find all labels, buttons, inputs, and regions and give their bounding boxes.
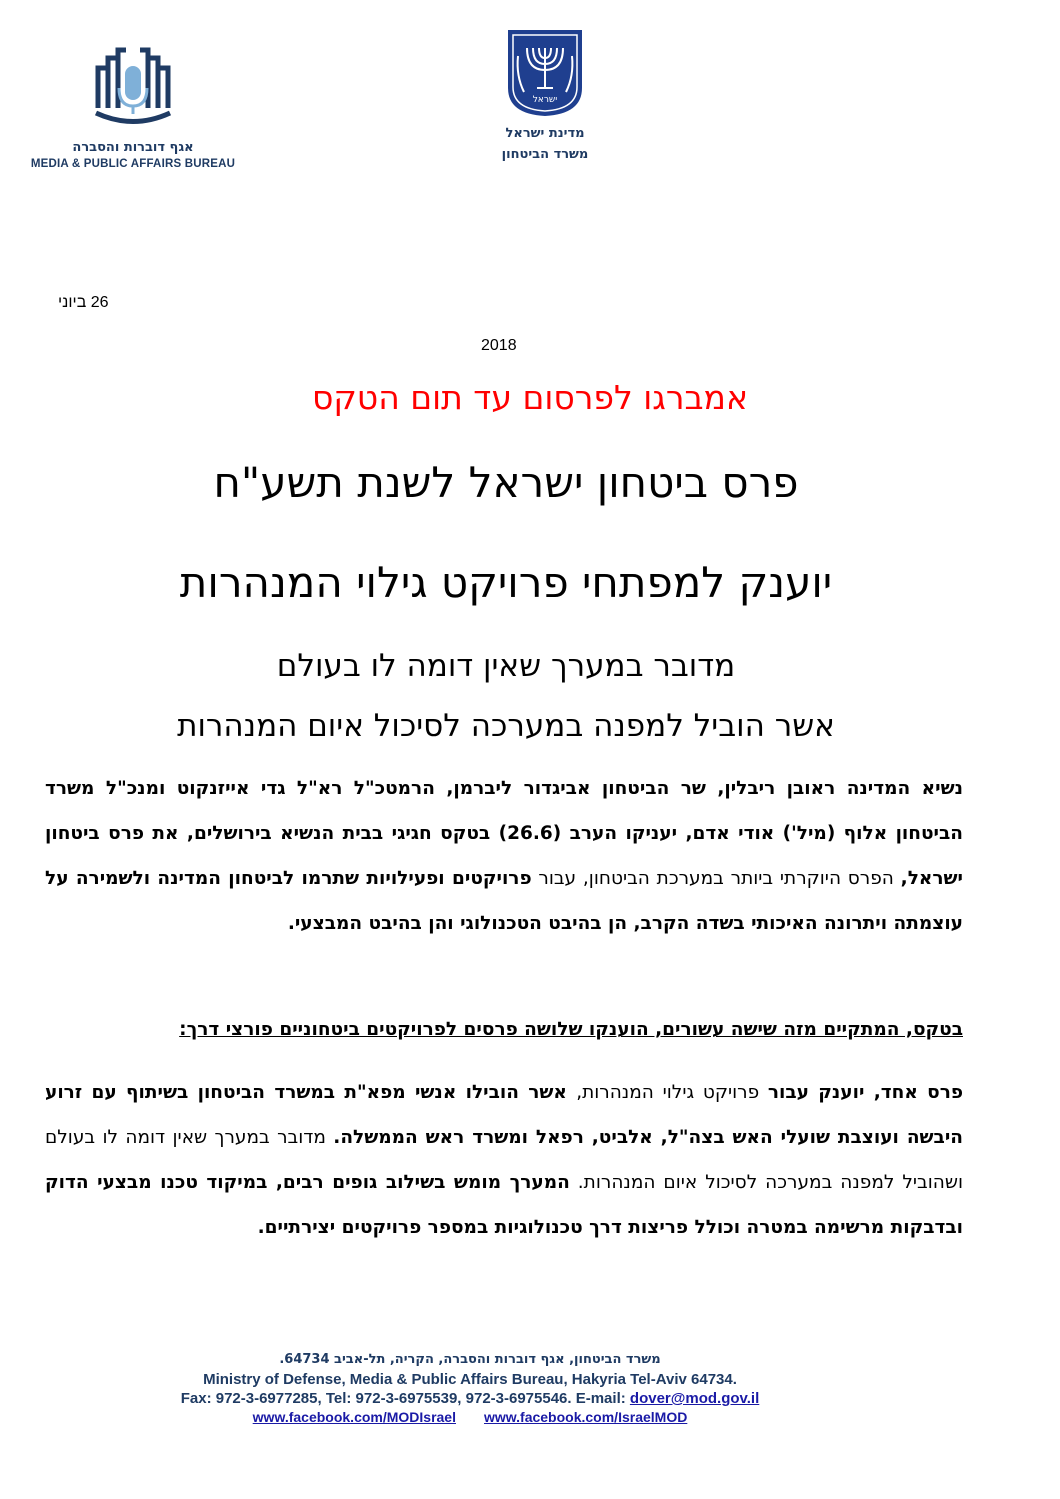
p3-bold-lead: פרס אחד, יוענק עבור: [767, 1082, 964, 1103]
ministry-name: משרד הביטחון: [501, 147, 589, 162]
p3-bold-tail: המערך מומש בשילוב גופים רבים, במיקוד טכנו מבצעי הדוק ובדבקות מרשימה במטרה וכולל פריצות דרך טכנולוגיות במספר פרויקטים יצירתיים.: [45, 1172, 963, 1238]
footer-address-english: Ministry of Defense, Media & Public Affairs Bureau, Hakyria Tel-Aviv 64734.: [203, 1371, 737, 1388]
p1-text: הפרס היוקרתי ביותר במערכת הביטחון, עבור: [531, 868, 901, 889]
footer-contact: [0, 1390, 940, 1407]
embargo-notice: אמברגו לפרסום עד תום הטקס: [311, 378, 749, 417]
state-name: מדינת ישראל: [505, 126, 585, 141]
emblem-caption: ישראל: [532, 95, 558, 105]
p3-bold-middle: אשר הובילו אנשי מפא"ת במשרד הביטחון בשיתוף עם זרוע היבשה ועוצבת שועלי האש בצה"ל, אלביט, רפאל ומשרד ראש הממשלה.: [45, 1082, 963, 1148]
facebook-link-israelmod[interactable]: www.facebook.com/IsraelMOD: [484, 1409, 688, 1425]
body-paragraph-1: [45, 766, 963, 946]
menorah-emblem-icon: [504, 26, 586, 118]
microphone-emblem-icon: [88, 38, 178, 128]
footer: [0, 1352, 940, 1425]
subheadline-line-1: מדובר במערך שאין דומה לו בעולם: [276, 648, 736, 684]
email-link[interactable]: dover@mod.gov.il: [629, 1390, 760, 1407]
release-date-day: 26 ביוני: [58, 294, 109, 311]
body-paragraph-2: בטקס, המתקיים מזה שישה עשורים, הוענקו שלושה פרסים לפרויקטים ביטחוניים פורצי דרך:: [179, 1019, 963, 1040]
body-paragraph-3: [45, 1070, 963, 1250]
headline-line-1: פרס ביטחון ישראל לשנת תשע"ח: [213, 458, 799, 507]
release-date-year: 2018: [481, 337, 517, 354]
footer-social-links: [0, 1409, 940, 1425]
bureau-name-hebrew: אגף דוברות והסברה: [72, 140, 194, 155]
footer-address-hebrew: משרד הביטחון, אגף דוברות והסברה, הקריה, תל-אביב 64734.: [279, 1352, 661, 1367]
bureau-name-english: MEDIA & PUBLIC AFFAIRS BUREAU: [30, 158, 236, 170]
p1-bold-lead: נשיא המדינה ראובן ריבלין, שר הביטחון אביגדור ליברמן, הרמטכ"ל רא"ל גדי אייזנקוט ומנכ"ל משרד הביטחון אלוף (מיל') אודי אדם, יעניקו הערב (26.6) בטקס חגיגי בבית הנשיא בירושלים, את פרס ביטחון ישראל,: [45, 778, 963, 889]
footer-contact-numbers: Fax: 972-3-6977285, Tel: 972-3-6975539, 972-3-6975546. E-mail:: [180, 1390, 630, 1407]
p1-bold-tail: פרויקטים ופעילויות שתרמו לביטחון המדינה ולשמירה על עוצמתה ויתרונה האיכותי בשדה הקרב, הן בהיבט הטכנולוגי והן בהיבט המבצעי.: [45, 868, 963, 934]
state-emblem-logo: [470, 26, 620, 162]
headline-line-2: יוענק למפתחי פרויקט גילוי המנהרות: [179, 558, 833, 607]
subheadline-line-2: אשר הוביל למפנה במערכה לסיכול איום המנהרות: [177, 708, 835, 744]
bureau-logo: [18, 38, 248, 170]
facebook-link-modisrael[interactable]: www.facebook.com/MODIsrael: [252, 1409, 456, 1425]
p3-text-2: מדובר במערך שאין דומה לו בעולם ושהוביל למפנה במערכה לסיכול איום המנהרות.: [45, 1127, 963, 1193]
p3-text-1: פרויקט גילוי המנהרות,: [576, 1082, 768, 1103]
